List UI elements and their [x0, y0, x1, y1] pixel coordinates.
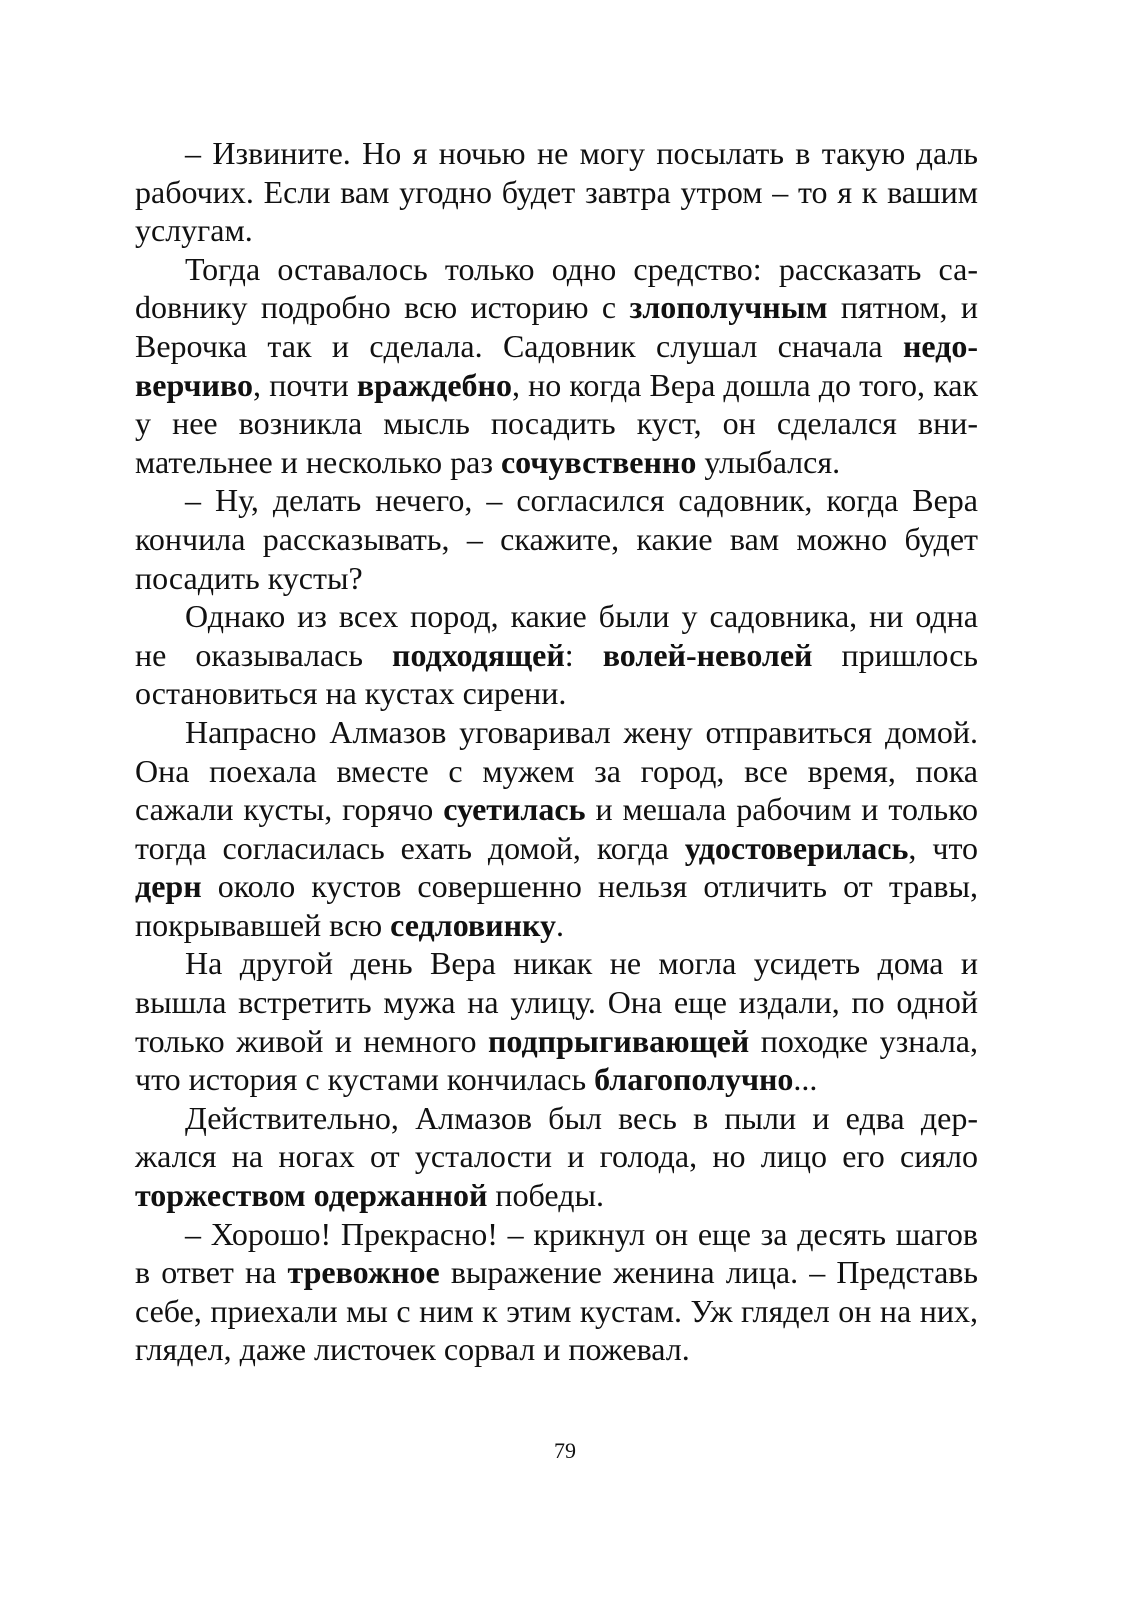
bold-term: недоверчиво — [135, 327, 978, 403]
body-text — [135, 134, 978, 1369]
text-run: : — [564, 636, 603, 673]
paragraph — [135, 1099, 978, 1215]
text-run: – Ну, делать нечего, – согласился садовник, когда Вера кончила рассказывать, – скажите, какие вам можно будет посадить кусты? — [135, 482, 978, 596]
text-run: улыбался. — [696, 443, 841, 480]
text-run: около кустов совершенно нельзя отличить от травы, покрывавшей всю — [135, 868, 978, 943]
text-run: походке узнала, что история с кустами кончилась — [135, 1022, 979, 1098]
paragraph — [135, 134, 978, 250]
text-run: пятном, и Верочка так и сделала. Садовник слушал сначала — [135, 289, 978, 364]
text-run: , что — [908, 829, 978, 866]
bold-term: дерн — [135, 868, 202, 905]
bold-term: злополучным — [629, 289, 828, 326]
text-run: Напрасно Алмазов уговаривал жену отправиться домой. Она поехала вместе с мужем за город, все время, пока сажали кусты, горячо — [135, 713, 978, 828]
paragraph — [135, 481, 978, 597]
bold-term: подпрыгивающей — [487, 1022, 750, 1059]
paragraph — [135, 250, 978, 482]
page-number: 79 — [554, 1438, 576, 1463]
bold-term: суетилась — [443, 791, 586, 828]
bold-term: седловинку — [390, 906, 557, 943]
bold-term: подходящей — [392, 636, 565, 673]
bold-term: удостоверилась — [684, 829, 909, 866]
paragraph — [135, 944, 978, 1098]
text-run: пришлось остановиться на кустах сирени. — [135, 636, 979, 712]
bold-term: благополучно — [594, 1061, 794, 1098]
text-run: , но когда Вера дошла до того, как у нее возникла мысль посадить куст, он сделался внимательнее и несколько раз — [135, 366, 979, 480]
text-run: победы. — [487, 1177, 604, 1214]
text-run: выражение женина лица. – Представь себе, приехали мы с ним к этим кустам. Уж глядел он на них, глядел, даже листочек сорвал и пожевал. — [135, 1254, 979, 1368]
text-run: Действительно, Алмазов был весь в пыли и едва держался на ногах от усталости и голода, но лицо его сияло — [135, 1099, 978, 1175]
text-run: Однако из всех пород, какие были у садовника, ни одна не оказывалась — [135, 598, 978, 673]
text-run: На другой день Вера никак не могла усидеть дома и вышла встретить мужа на улицу. Она еще издали, по одной только живой и немного — [135, 945, 978, 1059]
text-run: ... — [793, 1061, 818, 1098]
bold-term: сочувственно — [500, 443, 697, 480]
text-run: и мешала рабочим и только тогда согласилась ехать домой, когда — [135, 791, 979, 866]
bold-term: волей-неволей — [602, 636, 813, 673]
text-run: – Извините. Но я ночью не могу посылать в такую даль рабочих. Если вам угодно будет завтра утром – то я к вашим услугам. — [135, 135, 978, 249]
text-run: – Хорошо! Прекрасно! – крикнул он еще за десять шагов в ответ на — [135, 1215, 978, 1291]
bold-term: торжеством одержанной — [135, 1177, 488, 1214]
text-run: . — [556, 906, 565, 943]
paragraph — [135, 1215, 978, 1369]
text-run: Тогда оставалось только одно средство: рассказать саdовнику подробно всю историю с — [135, 250, 978, 326]
paragraph — [135, 713, 978, 945]
text-run: , почти — [253, 366, 357, 403]
bold-term: враждебно — [356, 366, 512, 403]
paragraph — [135, 597, 978, 713]
bold-term: тревожное — [287, 1254, 440, 1291]
